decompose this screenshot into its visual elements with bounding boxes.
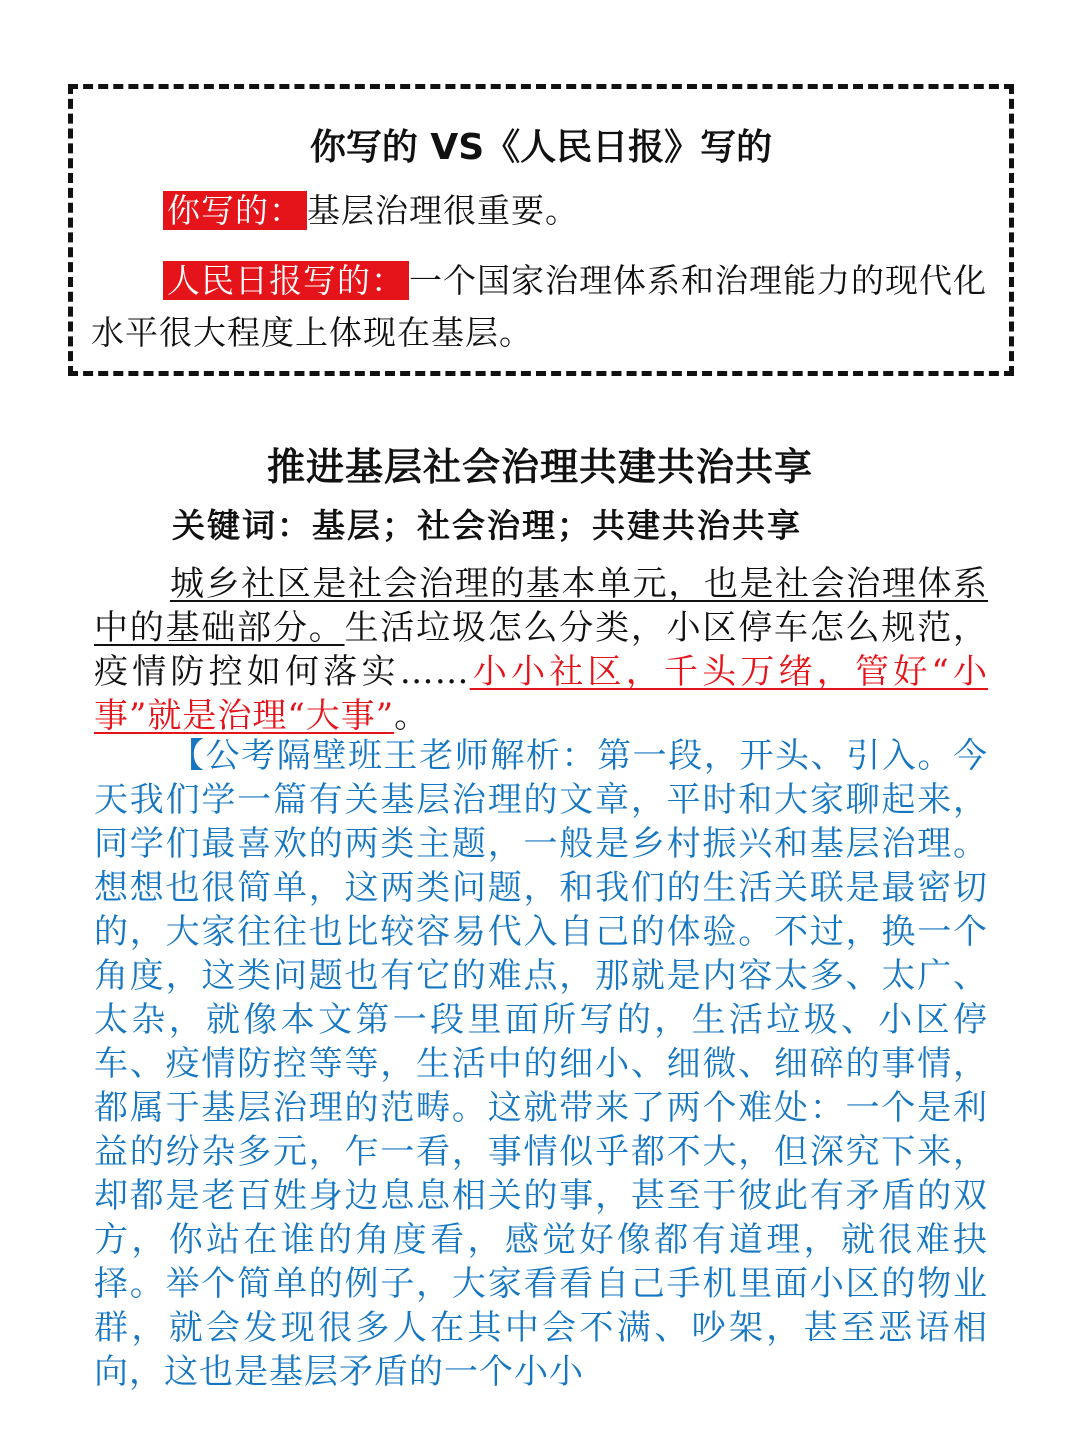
comparison-title: 你写的 VS《人民日报》写的 — [309, 127, 773, 168]
comparison-box — [68, 84, 1014, 376]
rmrb-wrote-line — [91, 255, 995, 359]
keywords-line: 关键词：基层；社会治理；共建共治共享 — [172, 506, 802, 545]
you-wrote-line — [91, 185, 995, 237]
you-wrote-text: 基层治理很重要。 — [307, 191, 579, 230]
teacher-analysis: 【公考隔壁班王老师解析：第一段，开头、引入。今天我们学一篇有关基层治理的文章，平时和大家聊起来，同学们最喜欢的两类主题，一般是乡村振兴和基层治理。想想也很简单，这两类问题，和我们的生活关联是最密切的，大家往往也比较容易代入自己的体验。不过，换一个角度，这类问题也有它的难点，那就是内容太多、太广、太杂，就像本文第一段里面所写的，生活垃圾、小区停车、疫情防控等等，生活中的细小、细微、细碎的事情，都属于基层治理的范畴。这就带来了两个难处：一个是利益的纷杂多元，乍一看，事情似乎都不大，但深究下来，却都是老百姓身边息息相关的事，甚至于彼此有矛盾的双方，你站在谁的角度看，感觉好像都有道理，就很难抉择。举个简单的例子，大家看看自己手机里面小区的物业群，就会发现很多人在其中会不满、吵架，甚至恶语相向，这也是基层矛盾的一个小小 — [94, 736, 988, 1392]
paragraph-end-mark: 。 — [394, 696, 430, 736]
plain-sentence: 生活垃圾怎么分类，小区停车怎么规范，疫情防控如何落实…… — [94, 608, 989, 692]
red-highlight-sentence: 小小社区，千头万绪，管好“小事”就是治理“大事” — [94, 652, 989, 736]
rmrb-wrote-label: 人民日报写的： — [163, 261, 409, 300]
rmrb-wrote-text: 一个国家治理体系和治理能力的现代化水平很大程度上体现在基层。 — [91, 261, 987, 352]
article-paragraph-1 — [94, 562, 988, 738]
article-title: 推进基层社会治理共建共治共享 — [266, 444, 813, 489]
underlined-sentence: 城乡社区是社会治理的基本单元，也是社会治理体系中的基础部分。 — [94, 564, 988, 648]
you-wrote-label: 你写的： — [163, 191, 307, 230]
